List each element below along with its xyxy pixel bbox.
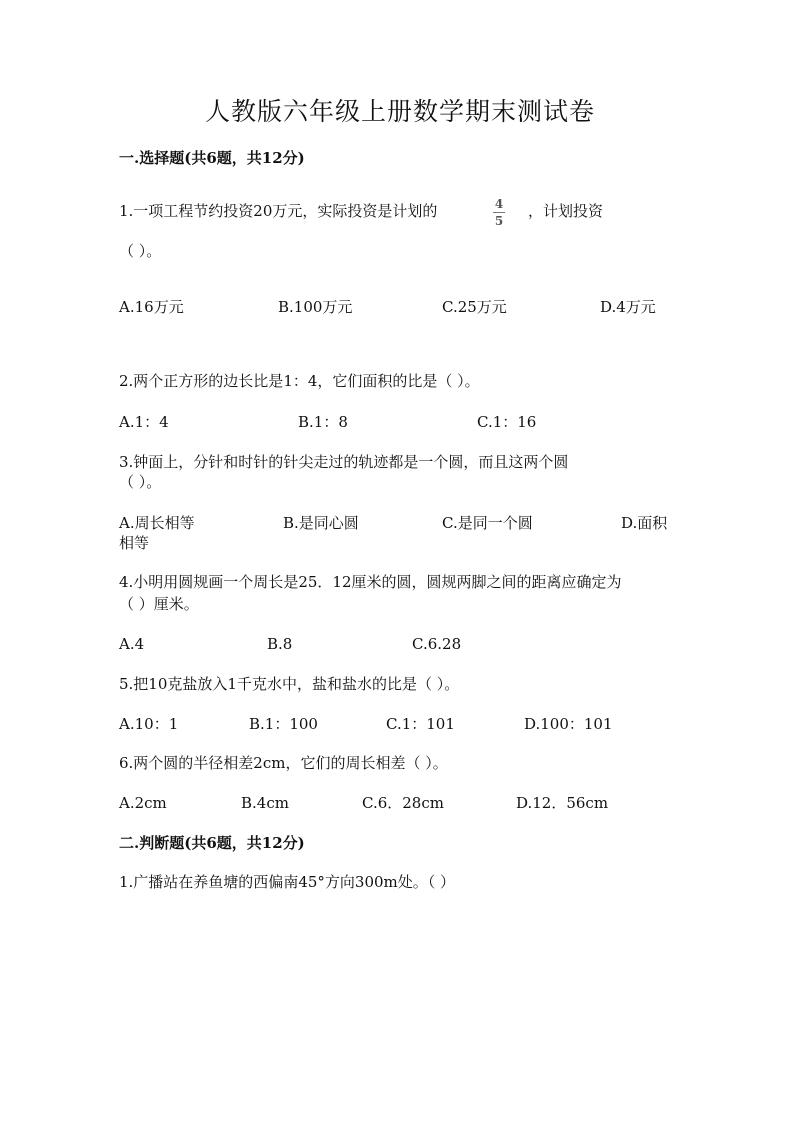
question-3-blank: （ ）。	[119, 473, 162, 491]
judge-1-text: 1.广播站在养鱼塘的西偏南45°方向300m处。（ ）	[119, 873, 456, 891]
fraction-numerator: 4	[494, 197, 504, 211]
question-3-option-b: B.是同心圆	[283, 514, 359, 532]
fraction-denominator: 5	[494, 214, 504, 228]
question-6-option-b: B.4cm	[241, 794, 289, 812]
question-3-option-a: A.周长相等	[119, 514, 195, 532]
question-1-option-c: C.25万元	[442, 298, 507, 316]
question-4-blank: （ ）厘米。	[119, 595, 199, 613]
question-4-text: 4.小明用圆规画一个周长是25．12厘米的圆，圆规两脚之间的距离应确定为	[119, 573, 622, 591]
fraction-4-5	[493, 197, 505, 228]
question-2-option-b: B.1：8	[298, 413, 348, 431]
section-heading-choice: 一.选择题(共6题，共12分)	[119, 149, 305, 167]
question-3-option-c: C.是同一个圆	[442, 514, 533, 532]
question-5-option-c: C.1：101	[386, 715, 455, 733]
question-2-option-c: C.1：16	[477, 413, 537, 431]
question-6-option-a: A.2cm	[119, 794, 167, 812]
question-1-option-d: D.4万元	[600, 298, 656, 316]
question-2-option-a: A.1：4	[119, 413, 169, 431]
question-6-option-c: C.6．28cm	[362, 794, 444, 812]
question-3-option-d-wrap: 相等	[119, 534, 150, 552]
question-4-option-a: A.4	[119, 635, 145, 653]
question-3-text: 3.钟面上，分针和时针的针尖走过的轨迹都是一个圆，而且这两个圆	[119, 453, 569, 471]
page-title: 人教版六年级上册数学期末测试卷	[204, 97, 595, 126]
question-5-text: 5.把10克盐放入1千克水中，盐和盐水的比是（ ）。	[119, 675, 460, 693]
fraction-bar	[493, 212, 505, 213]
question-3-option-d: D.面积	[621, 514, 668, 532]
question-2-text: 2.两个正方形的边长比是1：4，它们面积的比是（ ）。	[119, 372, 480, 390]
question-4-option-b: B.8	[267, 635, 293, 653]
question-5-option-d: D.100：101	[524, 715, 613, 733]
question-5-option-b: B.1：100	[249, 715, 318, 733]
question-1-blank: （ ）。	[119, 242, 162, 260]
question-6-text: 6.两个圆的半径相差2cm，它们的周长相差（ ）。	[119, 754, 448, 772]
question-1-option-b: B.100万元	[278, 298, 353, 316]
question-5-option-a: A.10：1	[119, 715, 179, 733]
question-1-text: 1.一项工程节约投资20万元，实际投资是计划的	[119, 202, 438, 220]
question-1-text-suffix: ，计划投资	[528, 202, 604, 220]
question-1-option-a: A.16万元	[119, 298, 184, 316]
question-4-option-c: C.6.28	[412, 635, 462, 653]
section-heading-judge: 二.判断题(共6题，共12分)	[119, 834, 305, 852]
question-6-option-d: D.12．56cm	[516, 794, 609, 812]
